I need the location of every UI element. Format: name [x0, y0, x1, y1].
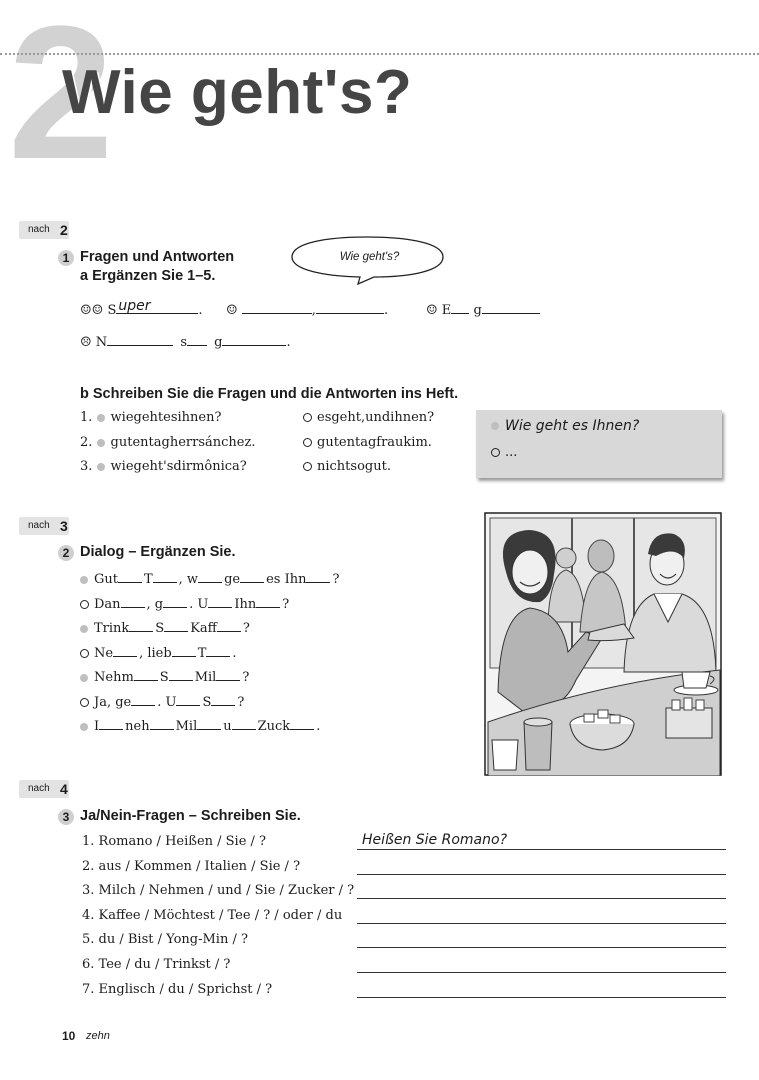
chapter-title: Wie geht's? — [62, 58, 413, 127]
blank-field[interactable] — [256, 595, 280, 608]
blank-field[interactable] — [482, 301, 540, 314]
handwritten-answer: Heißen Sie Romano? — [362, 832, 508, 848]
blank-field[interactable] — [116, 298, 198, 314]
blank-field[interactable] — [217, 619, 241, 632]
smiley-icon: ☺ — [226, 303, 238, 318]
dialog-fragment: Dan — [94, 596, 121, 612]
dialog-fragment: u — [223, 719, 232, 734]
answer-line[interactable] — [357, 997, 726, 998]
dialog-fragment: ? — [237, 694, 245, 710]
exercise-3-prompt: 4. Kaffee / Möchtest / Tee / ? / oder / du — [82, 907, 343, 923]
exercise-number-2: 2 — [58, 545, 74, 561]
blank-field[interactable] — [153, 570, 177, 583]
bullet-dot — [80, 625, 88, 633]
exercise-1-title: Fragen und Antworten — [80, 249, 235, 265]
nach-number: 4 — [60, 781, 68, 797]
blank-field[interactable] — [216, 668, 240, 681]
dialog-fragment: Zuck — [257, 719, 291, 734]
blank-field[interactable] — [222, 333, 286, 346]
item-answer: esgeht,undihnen? — [317, 410, 435, 425]
bullet-ring — [303, 413, 312, 422]
dialog-fragment: Mil — [194, 670, 217, 685]
dialog-fragment: ge — [224, 572, 241, 587]
cafe-illustration — [484, 512, 722, 776]
nach-label: nach — [28, 783, 50, 794]
blank-field[interactable] — [290, 717, 314, 730]
bullet-ring — [303, 462, 312, 471]
dialog-fragment: Mil — [175, 719, 198, 734]
blank-field[interactable] — [208, 595, 232, 608]
nach-number: 2 — [60, 222, 68, 238]
blank-field[interactable] — [197, 717, 221, 730]
blank-field[interactable] — [232, 717, 256, 730]
blank-field[interactable] — [306, 570, 330, 583]
nach-label: nach — [28, 224, 50, 235]
list-item — [80, 459, 247, 475]
dialog-fragment: . U — [189, 596, 209, 612]
blank-field[interactable] — [134, 668, 158, 681]
exercise-3-prompt: 1. Romano / Heißen / Sie / ? — [82, 834, 267, 849]
exercise-1a-row-1b — [226, 301, 388, 319]
blank-field[interactable] — [118, 570, 142, 583]
dialog-line — [80, 644, 237, 662]
nach-label: nach — [28, 520, 50, 531]
dialog-fragment: S — [155, 621, 165, 636]
example-line-1 — [491, 418, 639, 434]
blank-field[interactable] — [206, 644, 230, 657]
bullet-ring — [80, 698, 89, 707]
blank-field[interactable] — [172, 644, 196, 657]
handwritten-answer: uper — [118, 298, 151, 314]
blank-field[interactable] — [316, 301, 384, 314]
nach-tag-4 — [19, 780, 69, 798]
nach-tag-3 — [19, 517, 69, 535]
blank-field[interactable] — [240, 570, 264, 583]
dialog-fragment: . — [232, 645, 237, 661]
item-number: 1. — [80, 410, 93, 425]
dialog-line — [80, 619, 250, 637]
exercise-3-prompt: 2. aus / Kommen / Italien / Sie / ? — [82, 858, 301, 874]
blank-field[interactable] — [164, 619, 188, 632]
dialog-line — [80, 668, 249, 686]
dialog-fragment: Ihn — [234, 596, 257, 612]
example-text: ... — [505, 445, 518, 460]
exercise-1a-row-1 — [80, 298, 203, 319]
dialog-fragment: T — [197, 645, 207, 661]
item-number: 3. — [80, 459, 93, 474]
exercise-2-title: Dialog – Ergänzen Sie. — [80, 544, 236, 560]
punct: . — [383, 303, 389, 318]
dialog-fragment: Trink — [94, 621, 130, 636]
bullet-dot — [80, 576, 88, 584]
dialog-fragment: . U — [157, 694, 177, 710]
dialog-fragment: , w — [178, 572, 199, 587]
exercise-3-prompt: 6. Tee / du / Trinkst / ? — [82, 957, 231, 972]
chapter-number: 2 — [8, 0, 114, 199]
item-question: gutentagherrsánchez. — [110, 435, 256, 450]
bullet-ring — [80, 600, 89, 609]
punct: , — [311, 303, 316, 318]
dialog-fragment: S — [159, 670, 169, 685]
answer-line[interactable] — [357, 923, 726, 924]
dotted-divider — [0, 53, 759, 55]
dialog-fragment: , g — [146, 596, 164, 612]
dialog-fragment: S — [202, 694, 212, 710]
nach-number: 3 — [60, 518, 68, 534]
page-number-word: zehn — [86, 1030, 110, 1042]
dialog-fragment: es Ihn — [266, 572, 307, 587]
exercise-1a-row-1c — [426, 301, 540, 319]
bullet-ring — [491, 448, 500, 457]
dialog-fragment: T — [143, 572, 153, 587]
answer-line[interactable] — [357, 972, 726, 973]
example-line-2 — [491, 445, 517, 460]
nach-tag-2 — [19, 221, 69, 239]
exercise-1a-instruction: a Ergänzen Sie 1–5. — [80, 268, 216, 284]
page-number: 10 — [62, 1029, 76, 1043]
dialog-fragment: , lieb — [139, 645, 172, 661]
answer-line[interactable] — [357, 947, 726, 948]
blank-field[interactable] — [163, 595, 187, 608]
double-smiley-icon: ☺☺ — [80, 303, 104, 318]
dialog-fragment: Kaff — [190, 621, 217, 636]
example-text: Wie geht es Ihnen? — [505, 418, 640, 434]
dialog-fragment: ? — [282, 596, 290, 612]
item-answer: nichtsogut. — [317, 459, 391, 474]
prefix-e: E — [441, 303, 452, 318]
list-item — [80, 410, 221, 426]
dialog-fragment: ? — [242, 670, 250, 685]
bullet-dot — [80, 674, 88, 682]
smiley-icon: ☺ — [426, 303, 438, 318]
exercise-3-prompt: 3. Milch / Nehmen / und / Sie / Zucker / ? — [82, 883, 355, 899]
blank-field[interactable] — [129, 619, 153, 632]
exercise-1b-instruction: b Schreiben Sie die Fragen und die Antworten ins Heft. — [80, 386, 459, 402]
dialog-fragment: I — [94, 719, 100, 734]
item-number: 2. — [80, 435, 93, 450]
bullet-dot — [97, 414, 105, 422]
blank-field[interactable] — [150, 717, 174, 730]
item-question: wiegehtesihnen? — [110, 410, 222, 425]
dialog-line — [80, 570, 339, 588]
blank-field[interactable] — [107, 333, 173, 346]
dialog-line — [80, 595, 289, 613]
dialog-fragment: Ja, ge — [94, 694, 132, 710]
bullet-dot — [97, 463, 105, 471]
bullet-dot — [97, 439, 105, 447]
list-item — [303, 459, 391, 475]
blank-field[interactable] — [211, 693, 235, 706]
blank-field[interactable] — [176, 693, 200, 706]
blank-field[interactable] — [113, 644, 137, 657]
bullet-ring — [80, 649, 89, 658]
item-question: wiegeht'sdirmônica? — [110, 459, 247, 474]
answer-line[interactable] — [357, 874, 726, 875]
prefix-g: g — [214, 335, 223, 350]
blank-field[interactable] — [131, 693, 155, 706]
exercise-number-3: 3 — [58, 809, 74, 825]
blank-field[interactable] — [99, 717, 123, 730]
bullet-dot — [80, 723, 88, 731]
dialog-fragment: neh — [125, 719, 150, 734]
dialog-fragment: . — [316, 719, 321, 734]
exercise-3-title: Ja/Nein-Fragen – Schreiben Sie. — [80, 808, 301, 824]
blank-field[interactable] — [242, 301, 312, 314]
dialog-fragment: ? — [242, 621, 250, 636]
exercise-number-1: 1 — [58, 250, 74, 266]
prefix-g: g — [473, 303, 482, 318]
blank-field[interactable] — [451, 301, 469, 314]
blank-field[interactable] — [198, 570, 222, 583]
prefix-n: N — [95, 335, 108, 350]
bullet-dot — [491, 422, 499, 430]
list-item — [303, 435, 432, 451]
bullet-ring — [303, 438, 312, 447]
prefix-s: S — [107, 303, 117, 318]
dialog-fragment: Gut — [94, 572, 118, 587]
prefix-s: s — [180, 335, 187, 350]
answer-line[interactable] — [357, 849, 726, 850]
dialog-fragment: Ne — [94, 645, 114, 661]
list-item — [303, 410, 434, 426]
item-answer: gutentagfraukim. — [317, 435, 432, 450]
dialog-line — [80, 693, 244, 711]
punct: . — [286, 335, 291, 350]
exercise-3-prompt: 7. Englisch / du / Sprichst / ? — [82, 981, 273, 997]
speech-bubble-text: Wie geht's? — [339, 251, 400, 263]
dialog-fragment: ? — [332, 572, 340, 587]
blank-field[interactable] — [121, 595, 145, 608]
sad-face-icon: ☹ — [80, 335, 92, 350]
blank-field[interactable] — [187, 333, 207, 346]
list-item — [80, 435, 255, 451]
answer-line[interactable] — [357, 898, 726, 899]
dialog-line — [80, 717, 320, 735]
punct: . — [198, 303, 203, 318]
dialog-fragment: Nehm — [94, 670, 134, 685]
blank-field[interactable] — [169, 668, 193, 681]
exercise-3-prompt: 5. du / Bist / Yong-Min / ? — [82, 932, 248, 948]
exercise-1a-row-2 — [80, 333, 291, 351]
